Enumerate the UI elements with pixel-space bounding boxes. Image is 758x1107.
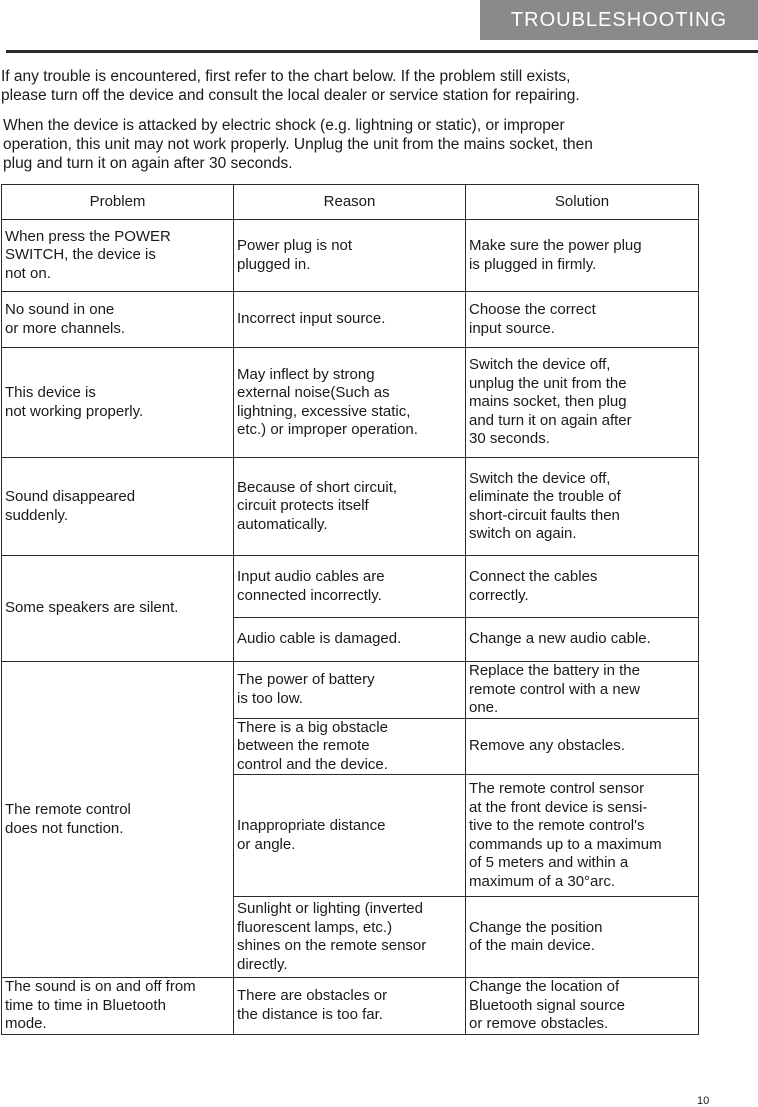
- reason-cell: [234, 556, 466, 618]
- table-row: [2, 348, 699, 458]
- text-line: Replace the battery in the: [469, 662, 640, 679]
- table-row: [2, 292, 699, 348]
- solution-cell: [466, 348, 699, 458]
- text-line: Because of short circuit,: [237, 478, 398, 496]
- text-line: Switch the device off,: [469, 356, 611, 374]
- text-line: Switch the device off,: [469, 469, 611, 487]
- solution-cell: [466, 662, 699, 719]
- text-line: May inflect by strong: [237, 365, 375, 383]
- reason-cell: [234, 618, 466, 662]
- text-line: circuit protects itself: [237, 497, 369, 515]
- text-line: and turn it on again after: [469, 411, 632, 429]
- text-line: or remove obstacles.: [469, 1015, 609, 1032]
- table-row: [2, 458, 699, 556]
- text-line: Power plug is not: [237, 237, 353, 254]
- text-line: not working properly.: [5, 402, 144, 420]
- text-line: operation, this unit may not work properly. Unplug the unit from the mains socket, then: [3, 136, 593, 153]
- table-row: [2, 220, 699, 292]
- text-line: The power of battery: [237, 671, 375, 689]
- reason-cell: [234, 458, 466, 556]
- text-line: one.: [469, 699, 499, 716]
- text-line: switch on again.: [469, 525, 577, 542]
- text-line: or more channels.: [5, 319, 126, 337]
- reason-cell: [234, 897, 466, 978]
- problem-cell: [2, 292, 234, 348]
- text-line: at the front device is sensi-: [469, 798, 648, 816]
- reason-cell: [234, 662, 466, 719]
- text-line: short-circuit faults then: [469, 506, 620, 524]
- text-line: shines on the remote sensor: [237, 937, 427, 954]
- text-line: time to time in Bluetooth: [5, 996, 166, 1014]
- text-line: When press the POWER: [5, 227, 171, 245]
- header-reason: Reason: [234, 185, 466, 220]
- problem-cell: [2, 662, 234, 978]
- text-line: The sound is on and off from: [5, 978, 196, 995]
- text-line: Connect the cables: [469, 568, 598, 585]
- text-line: connected incorrectly.: [237, 586, 382, 604]
- text-line: Change a new audio cable.: [469, 630, 651, 648]
- text-line: unplug the unit from the: [469, 374, 627, 392]
- solution-cell: [466, 618, 699, 662]
- text-line: is too low.: [237, 689, 303, 707]
- text-line: Bluetooth signal source: [469, 996, 625, 1014]
- text-line: There is a big obstacle: [237, 718, 388, 736]
- reason-cell: [234, 292, 466, 348]
- text-line: tive to the remote control's: [469, 817, 645, 834]
- text-line: No sound in one: [5, 301, 115, 318]
- reason-cell: [234, 348, 466, 458]
- page-number: 10: [697, 1095, 710, 1107]
- text-line: between the remote: [237, 737, 370, 754]
- text-line: Inappropriate distance: [237, 817, 386, 834]
- header-solution: Solution: [466, 185, 699, 220]
- text-line: remote control with a new: [469, 680, 640, 698]
- troubleshooting-table: [1, 184, 699, 1035]
- text-line: Some speakers are silent.: [5, 599, 179, 617]
- text-line: of the main device.: [469, 937, 595, 954]
- text-line: control and the device.: [237, 755, 388, 773]
- reason-cell: [234, 978, 466, 1035]
- text-line: of 5 meters and within a: [469, 854, 629, 871]
- table-row: [2, 556, 699, 618]
- text-line: is plugged in firmly.: [469, 255, 597, 273]
- problem-cell: [2, 556, 234, 662]
- text-line: Sound disappeared: [5, 488, 136, 505]
- text-line: SWITCH, the device is: [5, 246, 156, 264]
- text-line: Sunlight or lighting (inverted: [237, 900, 423, 917]
- text-line: suddenly.: [5, 506, 69, 524]
- problem-cell: [2, 458, 234, 556]
- reason-cell: [234, 775, 466, 897]
- reason-cell: [234, 220, 466, 292]
- section-title: TROUBLESHOOTING: [480, 0, 758, 40]
- problem-cell: [2, 220, 234, 292]
- text-line: please turn off the device and consult the local dealer or service station for repairing.: [1, 87, 580, 104]
- text-line: Incorrect input source.: [237, 310, 386, 328]
- text-line: The remote control sensor: [469, 780, 645, 797]
- intro-paragraph-2: [3, 116, 703, 173]
- problem-cell: [2, 348, 234, 458]
- text-line: correctly.: [469, 586, 529, 604]
- text-line: The remote control: [5, 801, 131, 818]
- problem-cell: [2, 978, 234, 1035]
- header-problem: Problem: [2, 185, 234, 220]
- header-divider: [6, 50, 758, 53]
- solution-cell: [466, 978, 699, 1035]
- text-line: or angle.: [237, 835, 296, 853]
- text-line: Audio cable is damaged.: [237, 630, 402, 648]
- text-line: the distance is too far.: [237, 1005, 383, 1023]
- text-line: not on.: [5, 264, 51, 282]
- text-line: 30 seconds.: [469, 430, 550, 448]
- text-line: mode.: [5, 1015, 47, 1032]
- text-line: Make sure the power plug: [469, 237, 642, 254]
- text-line: lightning, excessive static,: [237, 402, 411, 420]
- text-line: This device is: [5, 384, 96, 401]
- text-line: If any trouble is encountered, first refer to the chart below. If the problem still exists,: [1, 68, 571, 85]
- text-line: plug and turn it on again after 30 seconds.: [3, 155, 293, 172]
- text-line: Change the location of: [469, 978, 620, 995]
- text-line: automatically.: [237, 515, 328, 533]
- text-line: Change the position: [469, 918, 603, 936]
- text-line: external noise(Such as: [237, 384, 390, 401]
- solution-cell: [466, 458, 699, 556]
- text-line: commands up to a maximum: [469, 835, 662, 853]
- text-line: does not function.: [5, 819, 124, 837]
- text-line: There are obstacles or: [237, 987, 388, 1005]
- solution-cell: [466, 775, 699, 897]
- text-line: directly.: [237, 955, 288, 973]
- text-line: When the device is attacked by electric shock (e.g. lightning or static), or improper: [3, 117, 565, 134]
- solution-cell: [466, 556, 699, 618]
- text-line: Input audio cables are: [237, 568, 385, 585]
- intro-paragraph-1: [1, 67, 701, 105]
- table-row: [2, 662, 699, 719]
- solution-cell: [466, 220, 699, 292]
- text-line: fluorescent lamps, etc.): [237, 918, 393, 936]
- text-line: Choose the correct: [469, 301, 596, 318]
- table-header-row: [2, 185, 699, 220]
- text-line: mains socket, then plug: [469, 393, 627, 411]
- text-line: eliminate the trouble of: [469, 488, 621, 505]
- table-row: [2, 978, 699, 1035]
- text-line: plugged in.: [237, 255, 311, 273]
- solution-cell: [466, 292, 699, 348]
- solution-cell: [466, 897, 699, 978]
- text-line: etc.) or improper operation.: [237, 421, 418, 438]
- text-line: maximum of a 30°arc.: [469, 872, 616, 890]
- reason-cell: [234, 718, 466, 775]
- text-line: input source.: [469, 319, 555, 337]
- solution-cell: [466, 718, 699, 775]
- text-line: Remove any obstacles.: [469, 737, 625, 754]
